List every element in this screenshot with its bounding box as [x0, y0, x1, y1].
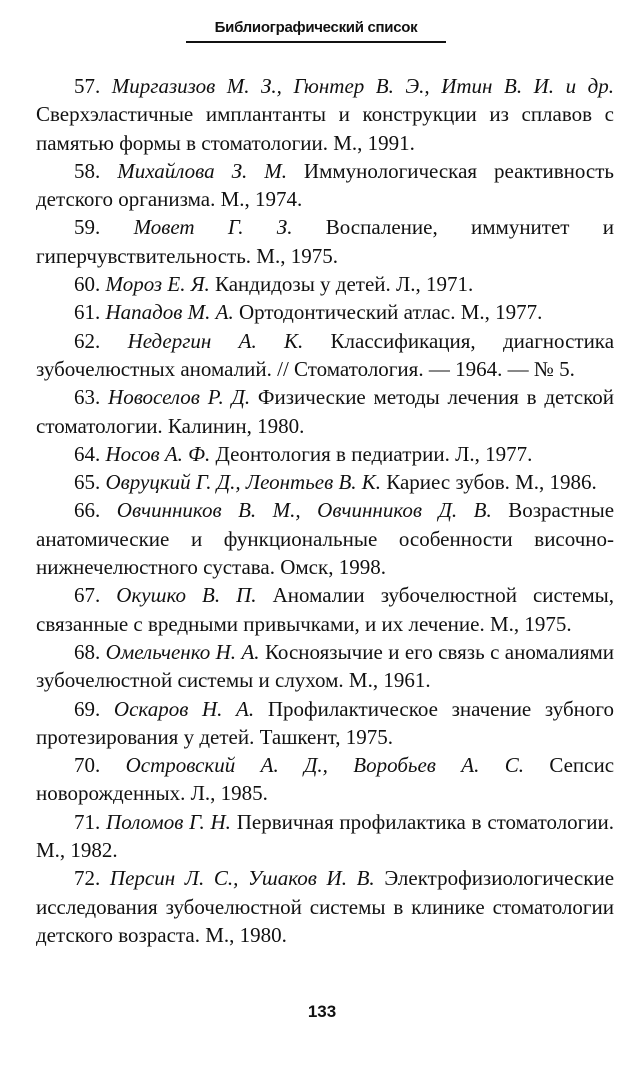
entry-text: Электрофизиологические исследования зубочелюстной системы в клинике стоматологии детского возраста. М., 1980. [36, 866, 615, 947]
entry-authors: Миргазизов М. З., Гюнтер В. Э., Итин В. И. и др. [111, 74, 614, 98]
entry-authors: Носов А. Ф. [105, 441, 211, 466]
entry-number: 59. [74, 215, 101, 240]
entry-number: 64. [74, 441, 101, 466]
entry-text: Кандидозы у детей. Л., 1971. [215, 272, 474, 297]
entry-number: 70. [74, 753, 101, 778]
bibliography-list [36, 72, 614, 949]
entry-text: Косноязычие и его связь с аномалиями зубочелюстной системы и слухом. М., 1961. [36, 639, 615, 693]
bibliography-entry [36, 751, 614, 808]
bibliography-entry [36, 496, 614, 581]
entry-text: Профилактическое значение зубного протезирования у детей. Ташкент, 1975. [36, 696, 615, 749]
entry-number: 72. [74, 866, 101, 891]
entry-number: 68. [74, 639, 101, 664]
entry-number: 57. [74, 74, 101, 98]
entry-authors: Поломов Г. Н. [106, 809, 231, 834]
page-number: 133 [307, 1002, 337, 1021]
entry-text: Физические методы лечения в детской стоматологии. Калинин, 1980. [36, 385, 614, 438]
bibliography-entry [36, 864, 614, 949]
entry-number: 65. [74, 470, 101, 495]
bibliography-entry [36, 468, 614, 496]
entry-text: Кариес зубов. М., 1986. [386, 470, 597, 495]
entry-text: Деонтология в педиатрии. Л., 1977. [215, 441, 533, 466]
entry-text: Иммунологическая реактивность детского организма. М., 1974. [36, 158, 614, 212]
header-rule [186, 41, 446, 43]
entry-authors: Недергин А. К. [127, 328, 304, 353]
entry-authors: Овчинников В. М., Овчинников Д. В. [116, 498, 492, 523]
entry-authors: Островский А. Д., Воробьев А. С. [125, 753, 524, 778]
entry-number: 62. [74, 328, 101, 353]
entry-authors: Нападов М. А. [105, 300, 234, 325]
entry-number: 60. [74, 272, 101, 297]
entry-text: Сверхэластичные имплантанты и конструкции из сплавов с памятью формы в стоматологии. М., 1991. [36, 102, 614, 155]
bibliography-entry [36, 327, 614, 384]
entry-text: Возрастные анатомические и функциональные особенности височно-нижнечелюстного сустава. Омск, 1998. [36, 498, 615, 580]
entry-number: 58. [74, 158, 101, 183]
entry-authors: Омельченко Н. А. [105, 639, 260, 664]
entry-number: 69. [74, 696, 101, 721]
entry-number: 71. [74, 809, 101, 834]
entry-text: Воспаление, иммунитет и гиперчувствительность. М., 1975. [36, 215, 615, 268]
entry-authors: Новоселов Р. Д. [108, 385, 251, 410]
entry-number: 66. [74, 498, 101, 523]
entry-number: 61. [74, 300, 101, 325]
entry-number: 67. [74, 583, 101, 608]
bibliography-entry [36, 638, 614, 695]
entry-authors: Персин Л. С., Ушаков И. В. [109, 866, 375, 891]
entry-authors: Михайлова З. М. [117, 158, 287, 183]
bibliography-entry [36, 270, 614, 298]
entry-authors: Оскаров Н. А. [113, 696, 255, 721]
bibliography-entry [36, 383, 614, 440]
entry-text: Классификация, диагностика зубочелюстных аномалий. // Стоматология. — 1964. — № 5. [36, 328, 615, 381]
entry-number: 63. [74, 385, 101, 410]
entry-text: Ортодонтический атлас. М., 1977. [238, 300, 543, 325]
entry-authors: Окушко В. П. [116, 583, 257, 608]
bibliography-entry [36, 581, 614, 638]
bibliography-entry [36, 440, 614, 468]
bibliography-entry [36, 157, 614, 214]
entry-authors: Мороз Е. Я. [105, 272, 210, 297]
entry-text: Аномалии зубочелюстной системы, связанные с вредными привычками, и их лечение. М., 1975. [36, 583, 615, 636]
bibliography-entry [36, 298, 614, 326]
running-header: Библиографический список [214, 19, 418, 36]
bibliography-entry [36, 213, 614, 270]
bibliography-entry [36, 72, 614, 157]
bibliography-entry [36, 695, 614, 752]
entry-text: Сепсис новорожденных. Л., 1985. [36, 753, 615, 806]
entry-text: Первичная профилактика в стоматологии. М., 1982. [36, 809, 615, 863]
entry-authors: Овруцкий Г. Д., Леонтьев В. К. [105, 470, 381, 495]
entry-authors: Мовет Г. З. [133, 215, 293, 240]
bibliography-entry [36, 808, 614, 865]
